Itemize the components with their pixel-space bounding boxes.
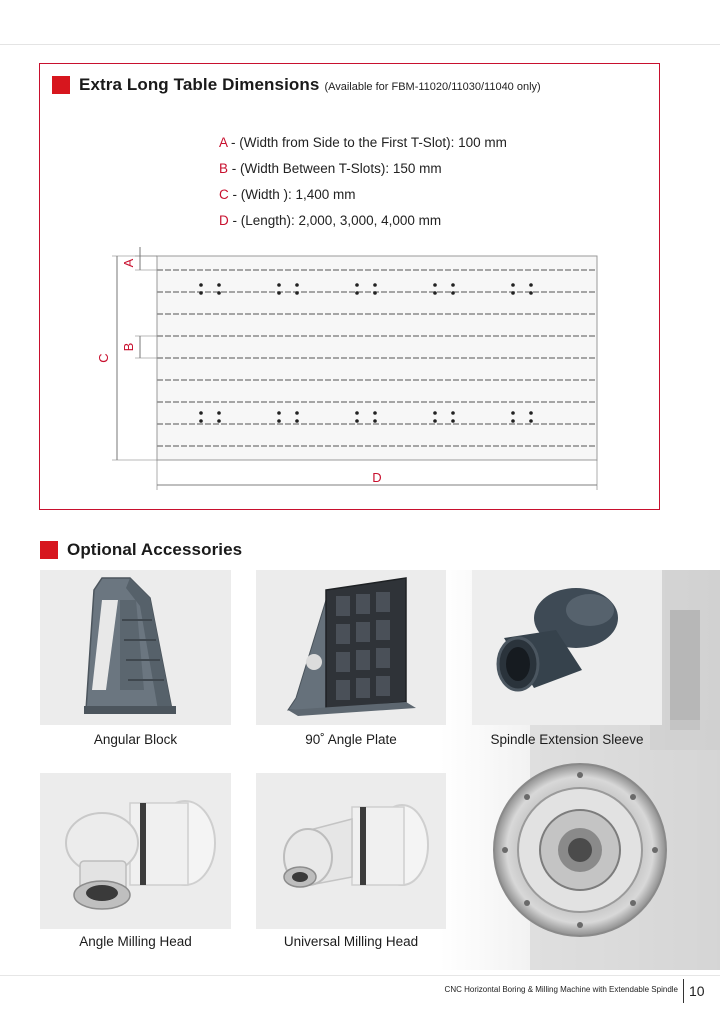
- bolt-hole: [511, 283, 515, 287]
- bolt-hole: [511, 419, 515, 423]
- angle-milling-head-photo: [40, 773, 231, 929]
- bolt-hole: [529, 411, 533, 415]
- angle-plate-photo: [256, 570, 446, 725]
- dimension-list: [219, 130, 507, 234]
- angular-block-caption: Angular Block: [93, 732, 178, 747]
- dim-label-c: C: [96, 353, 111, 363]
- bolt-hole: [199, 411, 203, 415]
- bolt-hole: [451, 291, 455, 295]
- dim-label-b: B: [121, 342, 136, 352]
- bolt-hole: [511, 411, 515, 415]
- table-diagram: [96, 239, 600, 494]
- angle-plate-caption: 90˚ Angle Plate: [305, 732, 397, 747]
- dimensions-heading: [52, 75, 541, 95]
- bolt-hole: [355, 283, 359, 287]
- bolt-hole: [355, 291, 359, 295]
- bolt-hole: [277, 283, 281, 287]
- angular-block-photo: [40, 570, 231, 725]
- bolt-hole: [295, 283, 299, 287]
- dim-label-a: A: [121, 258, 136, 268]
- accessories-title: Optional Accessories: [67, 540, 243, 559]
- bolt-hole: [277, 419, 281, 423]
- bolt-hole: [433, 291, 437, 295]
- section-marker-icon: [40, 541, 58, 559]
- bolt-hole: [451, 411, 455, 415]
- bolt-hole: [433, 283, 437, 287]
- bolt-hole: [217, 283, 221, 287]
- bolt-hole: [373, 291, 377, 295]
- bolt-hole: [199, 419, 203, 423]
- bolt-hole: [451, 283, 455, 287]
- dimensions-title: Extra Long Table Dimensions: [79, 75, 320, 94]
- top-divider: [0, 44, 720, 45]
- dimension-item-d: D - (Length): 2,000, 3,000, 4,000 mm: [219, 213, 442, 228]
- dimension-item-b: B - (Width Between T-Slots): 150 mm: [219, 161, 442, 176]
- bolt-hole: [199, 283, 203, 287]
- universal-milling-head-photo: [256, 773, 446, 929]
- bolt-hole: [217, 419, 221, 423]
- spindle-sleeve-caption: Spindle Extension Sleeve: [490, 732, 644, 747]
- page-number: 10: [689, 983, 705, 999]
- bolt-hole: [355, 411, 359, 415]
- section-marker-icon: [52, 76, 70, 94]
- table-dimensions-panel: [39, 63, 660, 510]
- bolt-hole: [295, 291, 299, 295]
- bolt-hole: [277, 291, 281, 295]
- dimension-item-c: C - (Width ): 1,400 mm: [219, 187, 356, 202]
- dimension-item-a: A - (Width from Side to the First T-Slot): 100 mm: [219, 135, 507, 150]
- bolt-hole: [451, 419, 455, 423]
- bolt-hole: [433, 411, 437, 415]
- dimensions-note: (Available for FBM-11020/11030/11040 only): [324, 80, 541, 93]
- angle-milling-head-caption: Angle Milling Head: [79, 934, 192, 949]
- footer-separator: [683, 979, 684, 1003]
- bolt-hole: [355, 419, 359, 423]
- bolt-hole: [217, 291, 221, 295]
- bolt-hole: [373, 411, 377, 415]
- bolt-hole: [529, 419, 533, 423]
- spindle-sleeve-photo: [472, 570, 662, 725]
- bolt-hole: [199, 291, 203, 295]
- universal-milling-head-caption: Universal Milling Head: [283, 934, 419, 949]
- footer-title: CNC Horizontal Boring & Milling Machine with Extendable Spindle: [444, 985, 678, 994]
- bolt-hole: [373, 283, 377, 287]
- bolt-hole: [295, 419, 299, 423]
- bolt-hole: [217, 411, 221, 415]
- bolt-hole: [373, 419, 377, 423]
- bolt-hole: [529, 283, 533, 287]
- dim-label-d: D: [372, 470, 382, 485]
- bolt-hole: [433, 419, 437, 423]
- bolt-hole: [529, 291, 533, 295]
- footer-divider: [0, 975, 720, 976]
- bolt-hole: [511, 291, 515, 295]
- accessories-heading: [40, 540, 242, 560]
- bolt-hole: [277, 411, 281, 415]
- bolt-hole: [295, 411, 299, 415]
